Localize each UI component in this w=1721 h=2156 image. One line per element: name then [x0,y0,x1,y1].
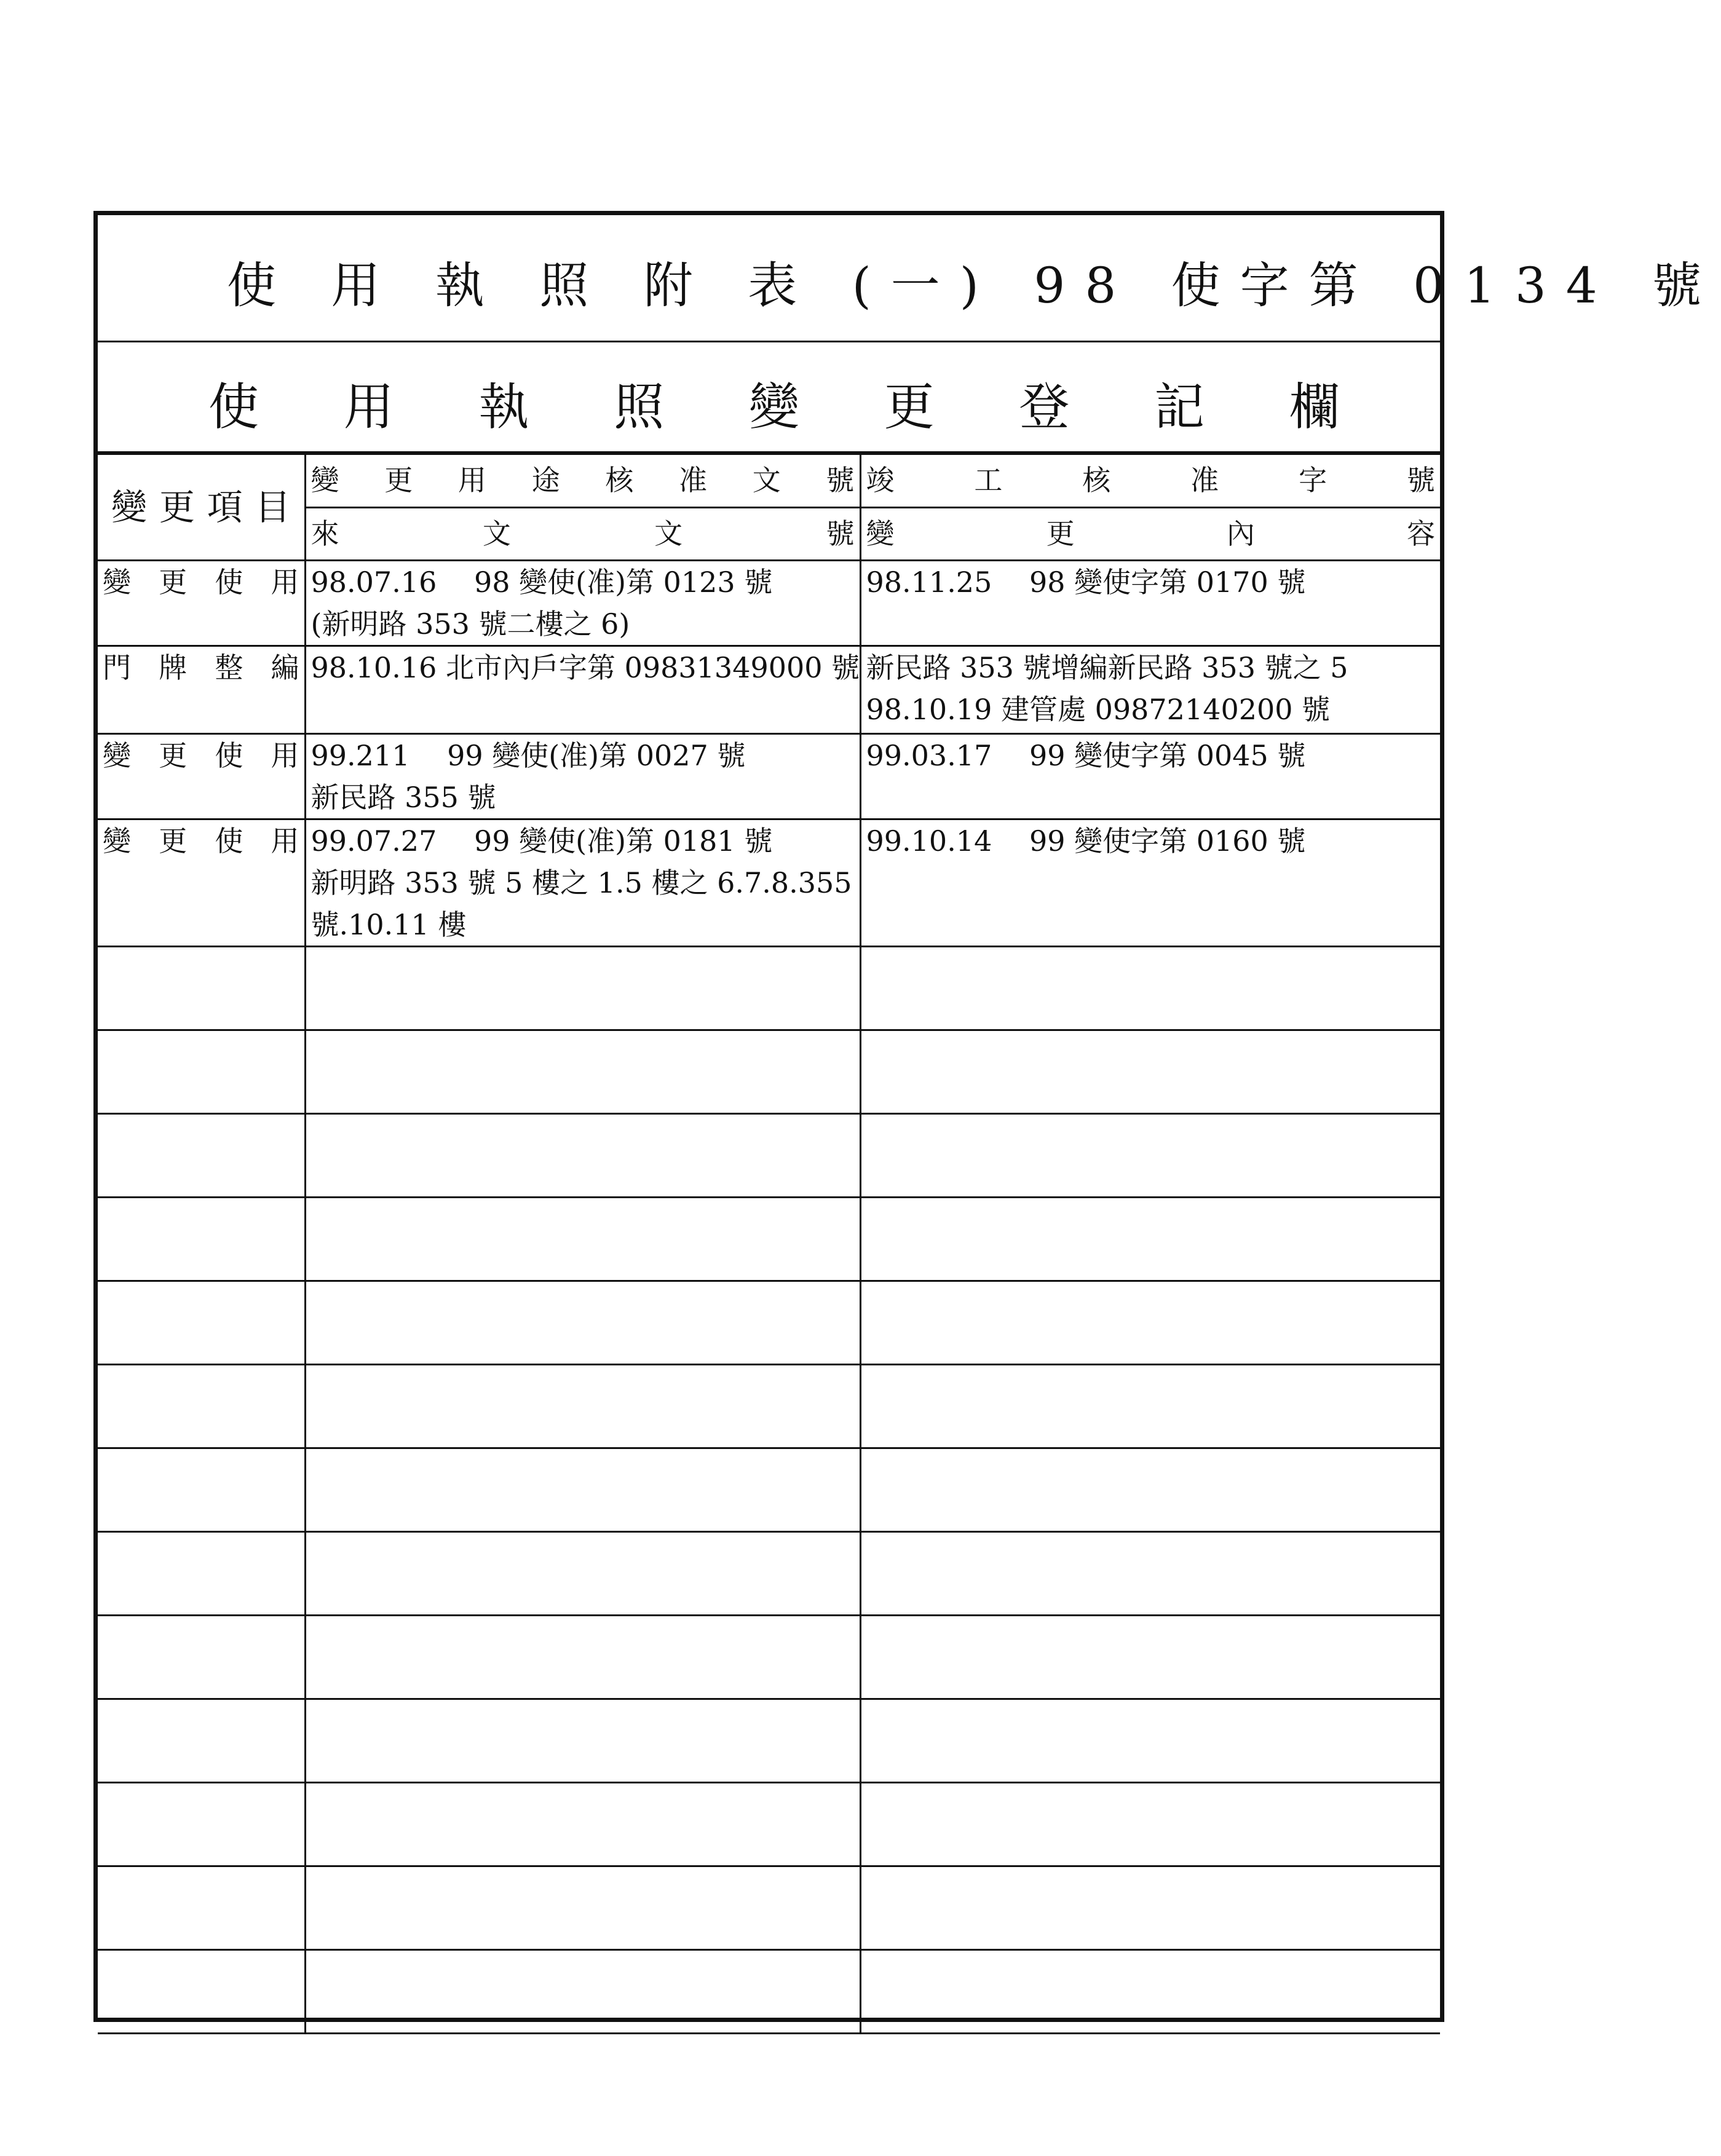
empty-cell [860,1866,1440,1950]
empty-cell [860,1114,1440,1198]
empty-cell [305,1699,860,1783]
empty-cell [305,1030,860,1114]
subtitle-char: 更 [884,378,935,436]
header-item-char: 變 [111,486,148,528]
cell-text-line: (新明路 353 號二樓之 6) [311,607,630,641]
approval-doc-cell [305,561,860,646]
subtitle-char: 欄 [1289,378,1340,436]
permit-form-frame [93,211,1721,2022]
empty-row [98,1699,1440,1783]
empty-row [98,947,1440,1030]
completion-doc-cell [860,819,1440,947]
header-item-char: 項 [207,486,243,528]
empty-cell [305,1281,860,1365]
subtitle-char: 記 [1154,378,1205,436]
change-item [103,735,299,776]
approval-doc-cell [305,646,860,734]
change-item-cell [98,819,305,947]
empty-row [98,1281,1440,1365]
empty-cell [98,1783,305,1866]
empty-cell [860,1699,1440,1783]
header-col1-top-text-char: 變 [311,464,339,497]
empty-row [98,1030,1440,1114]
change-item-cell [98,734,305,819]
subtitle-char: 使 [208,378,259,436]
cell-text-line: 99.211 99 變使(准)第 0027 號 [311,739,746,772]
change-item-char: 使 [215,566,243,599]
empty-cell [98,1198,305,1281]
change-item-char: 用 [271,739,299,772]
empty-cell [860,1281,1440,1365]
empty-cell [305,1783,860,1866]
empty-cell [305,1365,860,1448]
empty-cell [305,1114,860,1198]
header-col1-top-text-char: 核 [605,464,634,497]
change-item-char: 整 [215,651,243,684]
cell-text-line: 98.11.25 98 變使字第 0170 號 [866,566,1306,599]
header-col1-top-text-char: 途 [531,464,560,497]
cell-text-line: 新民路 353 號增編新民路 353 號之 5 [866,651,1348,684]
empty-row [98,1783,1440,1866]
completion-doc-cell [860,646,1440,734]
empty-cell [860,1532,1440,1616]
change-item-char: 使 [215,824,243,858]
empty-cell [305,947,860,1030]
cell-text-line: 號.10.11 樓 [311,908,467,941]
change-item-char: 用 [271,566,299,599]
change-item [103,647,299,689]
empty-cell [98,1365,305,1448]
empty-cell [860,1030,1440,1114]
header-col1-top-text [311,455,855,505]
table-row [98,734,1440,819]
header-col1-top [305,454,860,508]
empty-row [98,1448,1440,1532]
header-item-char: 目 [255,486,291,528]
header-col1-bottom-text-char: 文 [482,516,511,550]
change-item-char: 門 [103,651,131,684]
header-col1-bottom-text-char: 來 [311,516,339,550]
table-row [98,819,1440,947]
header-col2-top [860,454,1440,508]
header-col2-top-text-char: 竣 [866,464,895,497]
table-row [98,646,1440,734]
cell-text-line: 98.10.19 建管處 09872140200 號 [866,693,1331,726]
header-col2-bottom-text-char: 更 [1046,516,1075,550]
header-col2-bottom-text-char: 容 [1406,516,1435,550]
empty-cell [305,1198,860,1281]
header-col1-top-text-char: 准 [679,464,708,497]
change-item [103,561,299,603]
empty-cell [860,1365,1440,1448]
header-col2-top-text-char: 號 [1406,464,1435,497]
cell-text-line: 99.10.14 99 變使字第 0160 號 [866,824,1306,858]
table-row [98,561,1440,646]
change-item-char: 變 [103,824,131,858]
change-item-char: 牌 [159,651,188,684]
empty-row [98,1198,1440,1281]
empty-cell [305,1532,860,1616]
header-item-cell [98,454,305,561]
cell-text-line: 新明路 353 號 5 樓之 1.5 樓之 6.7.8.355 [311,866,852,899]
completion-doc-cell [860,561,1440,646]
change-item-char: 用 [271,824,299,858]
cell-text-line: 98.07.16 98 變使(准)第 0123 號 [311,566,773,599]
header-col2-bottom [860,507,1440,561]
empty-cell [98,1866,305,1950]
header-col1-bottom [305,507,860,561]
change-item-cell [98,561,305,646]
header-col1-bottom-text-char: 文 [654,516,683,550]
empty-row [98,1866,1440,1950]
empty-cell [98,1616,305,1699]
cell-text-line: 98.10.16 北市內戶字第 09831349000 號 [311,651,860,684]
header-col1-top-text-char: 號 [826,464,855,497]
change-item-char: 更 [159,566,188,599]
title-row [98,215,1721,342]
empty-row [98,1950,1440,2034]
approval-doc-cell [305,819,860,947]
header-col2-bottom-text [866,508,1436,559]
header-col1-bottom-text [311,508,855,559]
empty-cell [98,1532,305,1616]
empty-row [98,1616,1440,1699]
empty-cell [98,1699,305,1783]
header-col2-top-text-char: 工 [974,464,1003,497]
empty-cell [305,1448,860,1532]
empty-cell [98,1114,305,1198]
approval-doc-cell [305,734,860,819]
header-col2-bottom-text-char: 內 [1226,516,1255,550]
cell-text-line: 99.07.27 99 變使(准)第 0181 號 [311,824,773,858]
empty-cell [98,1030,305,1114]
empty-row [98,1114,1440,1198]
change-item-char: 變 [103,739,131,772]
page-title: 使 用 執 照 附 表 (一) 98 使字第 0134 號 [227,257,1721,314]
cell-text-line: 99.03.17 99 變使字第 0045 號 [866,739,1306,772]
header-col1-top-text-char: 用 [457,464,486,497]
empty-row [98,1532,1440,1616]
subtitle-char: 變 [748,378,799,436]
empty-cell [305,1866,860,1950]
change-item-char: 變 [103,566,131,599]
cell-text-line: 新民路 355 號 [311,781,496,814]
header-col2-bottom-text-char: 變 [866,516,895,550]
empty-cell [860,1783,1440,1866]
header-col1-top-text-char: 文 [752,464,781,497]
change-item-char: 更 [159,739,188,772]
header-col2-top-text-char: 核 [1082,464,1111,497]
header-col1-top-text-char: 更 [384,464,413,497]
empty-cell [860,1448,1440,1532]
empty-cell [860,947,1440,1030]
change-item-char: 編 [271,651,299,684]
empty-cell [98,1281,305,1365]
empty-cell [860,1616,1440,1699]
empty-cell [98,947,305,1030]
header-col1-bottom-text-char: 號 [826,516,855,550]
empty-cell [305,1616,860,1699]
subtitle-row [98,342,1440,453]
subtitle-char: 用 [343,378,394,436]
header-col2-top-text-char: 字 [1299,464,1327,497]
empty-cell [860,1198,1440,1281]
header-item-char: 更 [159,486,195,528]
completion-doc-cell [860,734,1440,819]
header-col2-top-text [866,455,1436,505]
change-item-cell [98,646,305,734]
header-col2-top-text-char: 准 [1190,464,1219,497]
empty-cell [305,1950,860,2034]
header-item [103,455,299,559]
change-item-char: 更 [159,824,188,858]
change-item [103,820,299,862]
change-registry-table [98,453,1440,2034]
subtitle-char: 登 [1019,378,1070,436]
subtitle-char: 照 [614,378,665,436]
empty-cell [98,1950,305,2034]
change-item-char: 使 [215,739,243,772]
empty-row [98,1365,1440,1448]
empty-cell [860,1950,1440,2034]
subtitle-char: 執 [478,378,529,436]
subtitle [208,367,1340,439]
empty-cell [98,1448,305,1532]
